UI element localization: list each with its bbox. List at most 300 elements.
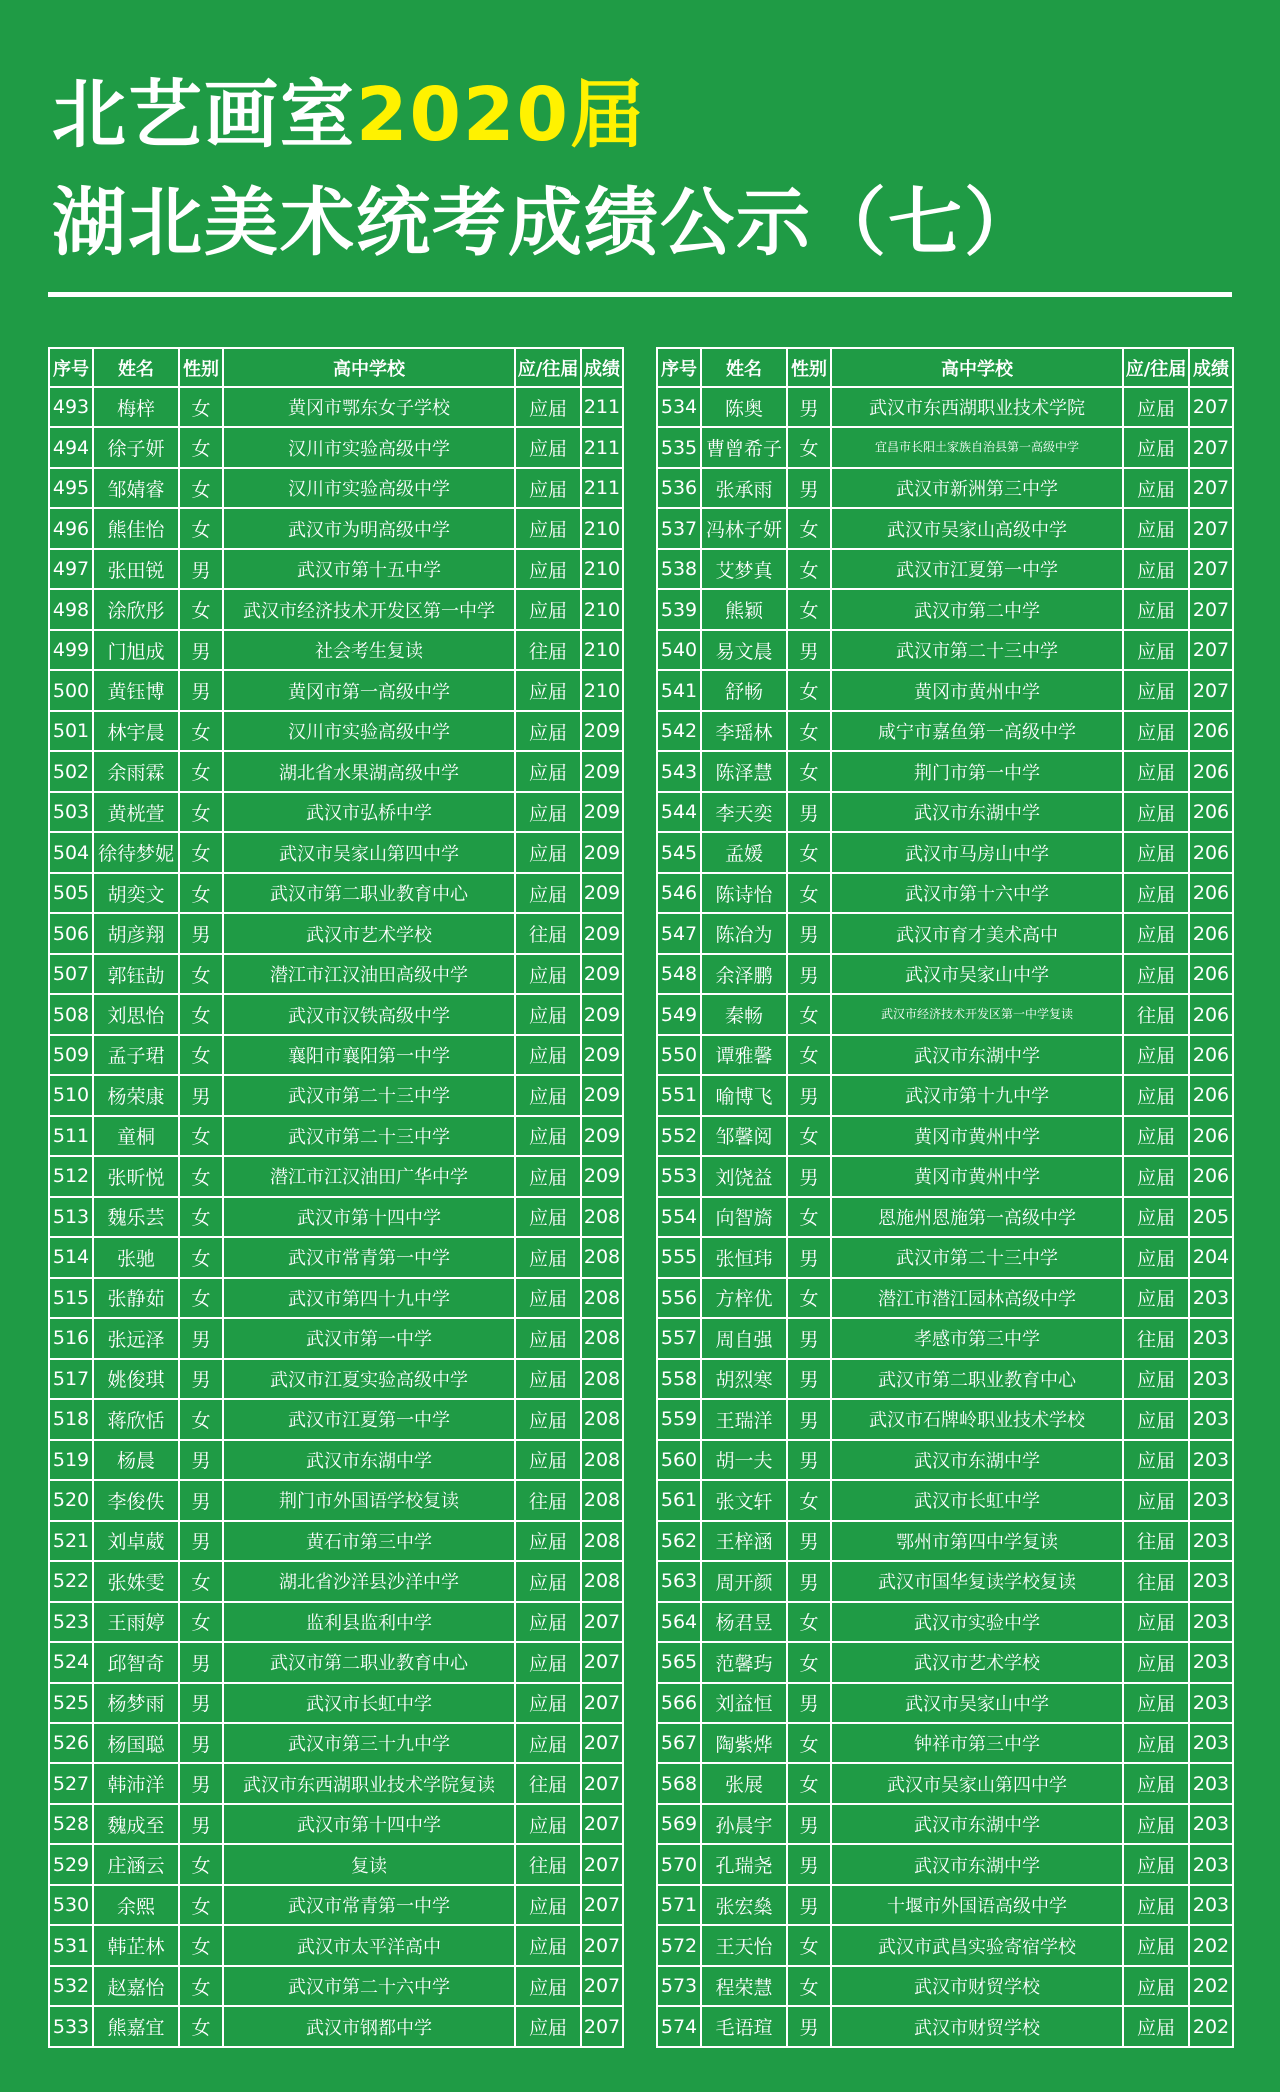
cell-gender: 男	[787, 387, 831, 427]
cell-gender: 男	[787, 1844, 831, 1884]
table-row	[49, 387, 623, 427]
table-row	[49, 1116, 623, 1156]
cell-name: 徐子妍	[93, 427, 179, 467]
cell-name: 舒畅	[701, 670, 787, 710]
cell-name: 涂欣彤	[93, 589, 179, 629]
cell-name: 韩沛洋	[93, 1763, 179, 1803]
cell-school: 武汉市吴家山第四中学	[831, 1763, 1123, 1803]
table-row	[657, 751, 1233, 791]
cell-name: 曹曾希子	[701, 427, 787, 467]
table-row	[657, 1602, 1233, 1642]
cell-index: 558	[657, 1359, 701, 1399]
cell-graduate-type: 应届	[515, 1683, 581, 1723]
table-body-left	[49, 387, 623, 2047]
cell-school: 武汉市为明高级中学	[223, 508, 515, 548]
cell-index: 541	[657, 670, 701, 710]
cell-name: 张田锐	[93, 549, 179, 589]
table-row	[49, 508, 623, 548]
cell-school: 武汉市经济技术开发区第一中学复读	[831, 994, 1123, 1034]
cell-name: 张宏燊	[701, 1885, 787, 1925]
cell-index: 548	[657, 954, 701, 994]
cell-graduate-type: 应届	[515, 1399, 581, 1439]
cell-name: 童桐	[93, 1116, 179, 1156]
cell-gender: 女	[179, 954, 223, 994]
cell-graduate-type: 应届	[515, 1440, 581, 1480]
table-row	[657, 1075, 1233, 1115]
title-prefix: 北艺画室	[52, 72, 356, 158]
cell-name: 范馨玙	[701, 1642, 787, 1682]
cell-school: 武汉市第二职业教育中心	[223, 873, 515, 913]
cell-name: 张展	[701, 1763, 787, 1803]
cell-score: 211	[581, 468, 623, 508]
cell-name: 陈泽慧	[701, 751, 787, 791]
cell-index: 529	[49, 1844, 93, 1884]
table-row	[49, 589, 623, 629]
table-row	[657, 1359, 1233, 1399]
table-row	[49, 751, 623, 791]
cell-name: 谭雅馨	[701, 1035, 787, 1075]
cell-score: 207	[581, 1642, 623, 1682]
cell-school: 武汉市东湖中学	[831, 792, 1123, 832]
table-row	[657, 2006, 1233, 2047]
cell-graduate-type: 应届	[1123, 1966, 1189, 2006]
cell-graduate-type: 应届	[515, 1642, 581, 1682]
cell-gender: 女	[787, 832, 831, 872]
cell-name: 门旭成	[93, 630, 179, 670]
cell-school: 潜江市江汉油田高级中学	[223, 954, 515, 994]
cell-score: 210	[581, 549, 623, 589]
table-row	[657, 1925, 1233, 1965]
table-row	[657, 670, 1233, 710]
cell-school: 武汉市江夏第一中学	[831, 549, 1123, 589]
cell-school: 湖北省水果湖高级中学	[223, 751, 515, 791]
cell-graduate-type: 应届	[1123, 427, 1189, 467]
cell-name: 刘益恒	[701, 1683, 787, 1723]
cell-gender: 女	[179, 711, 223, 751]
cell-name: 黄钰博	[93, 670, 179, 710]
table-row	[49, 1480, 623, 1520]
cell-score: 211	[581, 387, 623, 427]
cell-graduate-type: 应届	[1123, 913, 1189, 953]
cell-graduate-type: 应届	[515, 1602, 581, 1642]
cell-graduate-type: 往届	[515, 1480, 581, 1520]
cell-gender: 女	[179, 1885, 223, 1925]
cell-name: 余熙	[93, 1885, 179, 1925]
cell-graduate-type: 应届	[1123, 1642, 1189, 1682]
cell-gender: 男	[179, 1075, 223, 1115]
table-row	[657, 589, 1233, 629]
cell-score: 209	[581, 994, 623, 1034]
cell-school: 武汉市东西湖职业技术学院复读	[223, 1763, 515, 1803]
cell-index: 572	[657, 1925, 701, 1965]
table-row	[49, 1885, 623, 1925]
table-row	[49, 468, 623, 508]
cell-gender: 女	[787, 711, 831, 751]
cell-index: 565	[657, 1642, 701, 1682]
cell-score: 202	[1189, 2006, 1233, 2047]
cell-graduate-type: 应届	[1123, 630, 1189, 670]
cell-name: 杨君昱	[701, 1602, 787, 1642]
cell-graduate-type: 往届	[515, 1763, 581, 1803]
cell-school: 武汉市第二中学	[831, 589, 1123, 629]
cell-index: 530	[49, 1885, 93, 1925]
cell-graduate-type: 应届	[1123, 1116, 1189, 1156]
cell-index: 561	[657, 1480, 701, 1520]
cell-index: 511	[49, 1116, 93, 1156]
cell-score: 205	[1189, 1197, 1233, 1237]
cell-graduate-type: 应届	[515, 1723, 581, 1763]
cell-school: 社会考生复读	[223, 630, 515, 670]
cell-index: 521	[49, 1521, 93, 1561]
cell-gender: 男	[179, 670, 223, 710]
table-row	[657, 1885, 1233, 1925]
cell-graduate-type: 应届	[1123, 2006, 1189, 2047]
cell-score: 206	[1189, 1035, 1233, 1075]
cell-name: 邹馨阅	[701, 1116, 787, 1156]
cell-school: 武汉市常青第一中学	[223, 1237, 515, 1277]
cell-graduate-type: 应届	[515, 873, 581, 913]
cell-name: 熊佳怡	[93, 508, 179, 548]
cell-name: 孟子珺	[93, 1035, 179, 1075]
cell-index: 537	[657, 508, 701, 548]
cell-graduate-type: 应届	[515, 387, 581, 427]
cell-index: 563	[657, 1561, 701, 1601]
cell-school: 复读	[223, 1844, 515, 1884]
cell-name: 郭钰劼	[93, 954, 179, 994]
cell-name: 杨荣康	[93, 1075, 179, 1115]
cell-school: 武汉市吴家山高级中学	[831, 508, 1123, 548]
cell-name: 胡一夫	[701, 1440, 787, 1480]
cell-school: 武汉市第二十三中学	[223, 1116, 515, 1156]
cell-gender: 女	[179, 1561, 223, 1601]
cell-gender: 男	[787, 1804, 831, 1844]
cell-gender: 女	[179, 1925, 223, 1965]
cell-gender: 男	[787, 1318, 831, 1358]
cell-index: 498	[49, 589, 93, 629]
cell-score: 203	[1189, 1359, 1233, 1399]
cell-graduate-type: 应届	[515, 1561, 581, 1601]
cell-index: 564	[657, 1602, 701, 1642]
cell-gender: 女	[787, 1642, 831, 1682]
cell-school: 武汉市马房山中学	[831, 832, 1123, 872]
cell-graduate-type: 应届	[515, 832, 581, 872]
title-line-2: 湖北美术统考成绩公示（七）	[52, 180, 1040, 266]
cell-gender: 男	[179, 1480, 223, 1520]
cell-gender: 男	[787, 913, 831, 953]
cell-score: 206	[1189, 1116, 1233, 1156]
cell-school: 荆门市外国语学校复读	[223, 1480, 515, 1520]
cell-school: 武汉市第十六中学	[831, 873, 1123, 913]
cell-gender: 男	[179, 913, 223, 953]
cell-name: 王雨婷	[93, 1602, 179, 1642]
cell-gender: 男	[179, 549, 223, 589]
cell-score: 207	[581, 1844, 623, 1884]
cell-score: 206	[1189, 751, 1233, 791]
cell-score: 207	[581, 1925, 623, 1965]
table-row	[49, 1035, 623, 1075]
cell-index: 547	[657, 913, 701, 953]
cell-index: 500	[49, 670, 93, 710]
header-school: 高中学校	[223, 348, 515, 387]
cell-score: 203	[1189, 1804, 1233, 1844]
cell-gender: 男	[179, 1804, 223, 1844]
cell-score: 203	[1189, 1318, 1233, 1358]
cell-score: 208	[581, 1480, 623, 1520]
cell-name: 周开颜	[701, 1561, 787, 1601]
cell-index: 549	[657, 994, 701, 1034]
table-row	[49, 1804, 623, 1844]
table-row	[657, 1197, 1233, 1237]
cell-score: 209	[581, 873, 623, 913]
cell-school: 武汉市第四十九中学	[223, 1278, 515, 1318]
cell-name: 魏乐芸	[93, 1197, 179, 1237]
cell-gender: 女	[787, 427, 831, 467]
cell-school: 襄阳市襄阳第一中学	[223, 1035, 515, 1075]
cell-name: 熊颖	[701, 589, 787, 629]
table-row	[49, 1237, 623, 1277]
cell-graduate-type: 应届	[515, 1116, 581, 1156]
header-gender: 性别	[179, 348, 223, 387]
cell-school: 武汉市艺术学校	[831, 1642, 1123, 1682]
cell-school: 武汉市吴家山中学	[831, 1683, 1123, 1723]
cell-score: 210	[581, 589, 623, 629]
cell-score: 206	[1189, 1156, 1233, 1196]
cell-gender: 女	[787, 1035, 831, 1075]
cell-score: 209	[581, 1075, 623, 1115]
table-row	[49, 792, 623, 832]
cell-index: 519	[49, 1440, 93, 1480]
table-row	[657, 1561, 1233, 1601]
table-row	[657, 1035, 1233, 1075]
cell-graduate-type: 应届	[515, 1237, 581, 1277]
cell-gender: 男	[179, 1359, 223, 1399]
cell-graduate-type: 应届	[515, 711, 581, 751]
cell-name: 杨晨	[93, 1440, 179, 1480]
table-row	[49, 954, 623, 994]
cell-score: 206	[1189, 1075, 1233, 1115]
cell-name: 艾梦真	[701, 549, 787, 589]
cell-index: 516	[49, 1318, 93, 1358]
cell-name: 张文轩	[701, 1480, 787, 1520]
cell-graduate-type: 应届	[1123, 1359, 1189, 1399]
cell-graduate-type: 应届	[1123, 954, 1189, 994]
cell-name: 王瑞洋	[701, 1399, 787, 1439]
cell-school: 黄冈市黄州中学	[831, 670, 1123, 710]
cell-gender: 男	[179, 1521, 223, 1561]
table-row	[49, 427, 623, 467]
cell-gender: 男	[787, 792, 831, 832]
table-row	[657, 508, 1233, 548]
cell-score: 207	[581, 1763, 623, 1803]
cell-gender: 男	[787, 1440, 831, 1480]
cell-index: 550	[657, 1035, 701, 1075]
cell-score: 209	[581, 1116, 623, 1156]
cell-score: 203	[1189, 1642, 1233, 1682]
table-row	[49, 1156, 623, 1196]
cell-name: 易文晨	[701, 630, 787, 670]
cell-index: 526	[49, 1723, 93, 1763]
cell-school: 武汉市武昌实验寄宿学校	[831, 1925, 1123, 1965]
cell-score: 209	[581, 711, 623, 751]
header-graduate-type: 应/往届	[515, 348, 581, 387]
cell-gender: 女	[787, 549, 831, 589]
cell-score: 206	[1189, 792, 1233, 832]
cell-index: 533	[49, 2006, 93, 2047]
cell-name: 胡奕文	[93, 873, 179, 913]
cell-score: 203	[1189, 1399, 1233, 1439]
cell-gender: 男	[787, 1561, 831, 1601]
cell-graduate-type: 应届	[515, 1318, 581, 1358]
cell-graduate-type: 应届	[1123, 1925, 1189, 1965]
cell-graduate-type: 应届	[1123, 1683, 1189, 1723]
cell-graduate-type: 往届	[1123, 994, 1189, 1034]
cell-index: 540	[657, 630, 701, 670]
title-divider	[48, 292, 1232, 297]
cell-score: 202	[1189, 1925, 1233, 1965]
cell-graduate-type: 应届	[515, 994, 581, 1034]
cell-index: 524	[49, 1642, 93, 1682]
cell-gender: 女	[787, 508, 831, 548]
cell-index: 532	[49, 1966, 93, 2006]
table-row	[49, 1723, 623, 1763]
cell-school: 黄冈市黄州中学	[831, 1116, 1123, 1156]
cell-index: 493	[49, 387, 93, 427]
table-row	[49, 1966, 623, 2006]
cell-graduate-type: 应届	[1123, 508, 1189, 548]
cell-name: 徐待梦妮	[93, 832, 179, 872]
cell-score: 208	[581, 1318, 623, 1358]
header-index: 序号	[657, 348, 701, 387]
cell-score: 210	[581, 630, 623, 670]
cell-school: 武汉市第十五中学	[223, 549, 515, 589]
cell-name: 张昕悦	[93, 1156, 179, 1196]
cell-name: 胡彦翔	[93, 913, 179, 953]
cell-gender: 男	[787, 954, 831, 994]
cell-index: 538	[657, 549, 701, 589]
cell-graduate-type: 应届	[515, 1197, 581, 1237]
cell-name: 张驰	[93, 1237, 179, 1277]
cell-name: 向智旖	[701, 1197, 787, 1237]
cell-index: 501	[49, 711, 93, 751]
table-row	[657, 832, 1233, 872]
table-row	[657, 1156, 1233, 1196]
cell-name: 张姝雯	[93, 1561, 179, 1601]
cell-graduate-type: 应届	[515, 468, 581, 508]
header-name: 姓名	[93, 348, 179, 387]
cell-gender: 女	[179, 387, 223, 427]
table-row	[657, 468, 1233, 508]
cell-graduate-type: 应届	[515, 1804, 581, 1844]
cell-name: 刘饶益	[701, 1156, 787, 1196]
cell-name: 胡烈寒	[701, 1359, 787, 1399]
cell-gender: 男	[787, 1683, 831, 1723]
cell-index: 566	[657, 1683, 701, 1723]
cell-score: 203	[1189, 1683, 1233, 1723]
cell-index: 506	[49, 913, 93, 953]
cell-score: 209	[581, 751, 623, 791]
table-row	[657, 1966, 1233, 2006]
table-row	[657, 630, 1233, 670]
cell-graduate-type: 应届	[515, 1278, 581, 1318]
score-table-right	[656, 347, 1234, 2048]
cell-school: 武汉市石牌岭职业技术学校	[831, 1399, 1123, 1439]
cell-name: 邱智奇	[93, 1642, 179, 1682]
header-index: 序号	[49, 348, 93, 387]
cell-score: 206	[1189, 954, 1233, 994]
cell-name: 韩芷林	[93, 1925, 179, 1965]
cell-gender: 男	[787, 1075, 831, 1115]
cell-school: 武汉市长虹中学	[223, 1683, 515, 1723]
cell-gender: 女	[179, 1237, 223, 1277]
cell-school: 武汉市第一中学	[223, 1318, 515, 1358]
cell-gender: 女	[787, 1197, 831, 1237]
cell-graduate-type: 应届	[1123, 873, 1189, 913]
cell-name: 陈诗怡	[701, 873, 787, 913]
cell-gender: 女	[787, 589, 831, 629]
cell-score: 208	[581, 1561, 623, 1601]
cell-score: 209	[581, 1035, 623, 1075]
cell-gender: 女	[179, 1844, 223, 1884]
cell-score: 208	[581, 1278, 623, 1318]
cell-index: 559	[657, 1399, 701, 1439]
cell-graduate-type: 应届	[515, 2006, 581, 2047]
cell-school: 武汉市第二职业教育中心	[831, 1359, 1123, 1399]
cell-gender: 男	[787, 630, 831, 670]
table-row	[49, 1763, 623, 1803]
cell-graduate-type: 应届	[515, 427, 581, 467]
header-name: 姓名	[701, 348, 787, 387]
table-row	[657, 1844, 1233, 1884]
table-row	[49, 711, 623, 751]
cell-gender: 男	[179, 1763, 223, 1803]
cell-index: 510	[49, 1075, 93, 1115]
cell-gender: 女	[179, 994, 223, 1034]
cell-score: 208	[581, 1197, 623, 1237]
cell-index: 504	[49, 832, 93, 872]
cell-graduate-type: 应届	[1123, 1197, 1189, 1237]
cell-name: 张恒玮	[701, 1237, 787, 1277]
cell-school: 武汉市财贸学校	[831, 2006, 1123, 2047]
cell-school: 武汉市吴家山中学	[831, 954, 1123, 994]
cell-school: 武汉市第三十九中学	[223, 1723, 515, 1763]
cell-school: 武汉市东湖中学	[831, 1804, 1123, 1844]
cell-graduate-type: 应届	[515, 751, 581, 791]
cell-graduate-type: 应届	[515, 1359, 581, 1399]
cell-graduate-type: 应届	[1123, 1885, 1189, 1925]
cell-score: 208	[581, 1440, 623, 1480]
cell-graduate-type: 应届	[515, 1075, 581, 1115]
score-table-left	[48, 347, 624, 2048]
cell-name: 熊嘉宜	[93, 2006, 179, 2047]
cell-school: 黄冈市第一高级中学	[223, 670, 515, 710]
cell-score: 207	[581, 1804, 623, 1844]
table-row	[49, 913, 623, 953]
cell-gender: 男	[787, 1359, 831, 1399]
cell-gender: 女	[179, 468, 223, 508]
table-row	[49, 1561, 623, 1601]
cell-school: 武汉市艺术学校	[223, 913, 515, 953]
cell-school: 宜昌市长阳土家族自治县第一高级中学	[831, 427, 1123, 467]
cell-graduate-type: 应届	[1123, 1075, 1189, 1115]
cell-name: 秦畅	[701, 994, 787, 1034]
cell-school: 潜江市江汉油田广华中学	[223, 1156, 515, 1196]
cell-index: 573	[657, 1966, 701, 2006]
cell-graduate-type: 应届	[1123, 1237, 1189, 1277]
header-score: 成绩	[581, 348, 623, 387]
cell-index: 568	[657, 1763, 701, 1803]
table-row	[657, 873, 1233, 913]
cell-index: 569	[657, 1804, 701, 1844]
